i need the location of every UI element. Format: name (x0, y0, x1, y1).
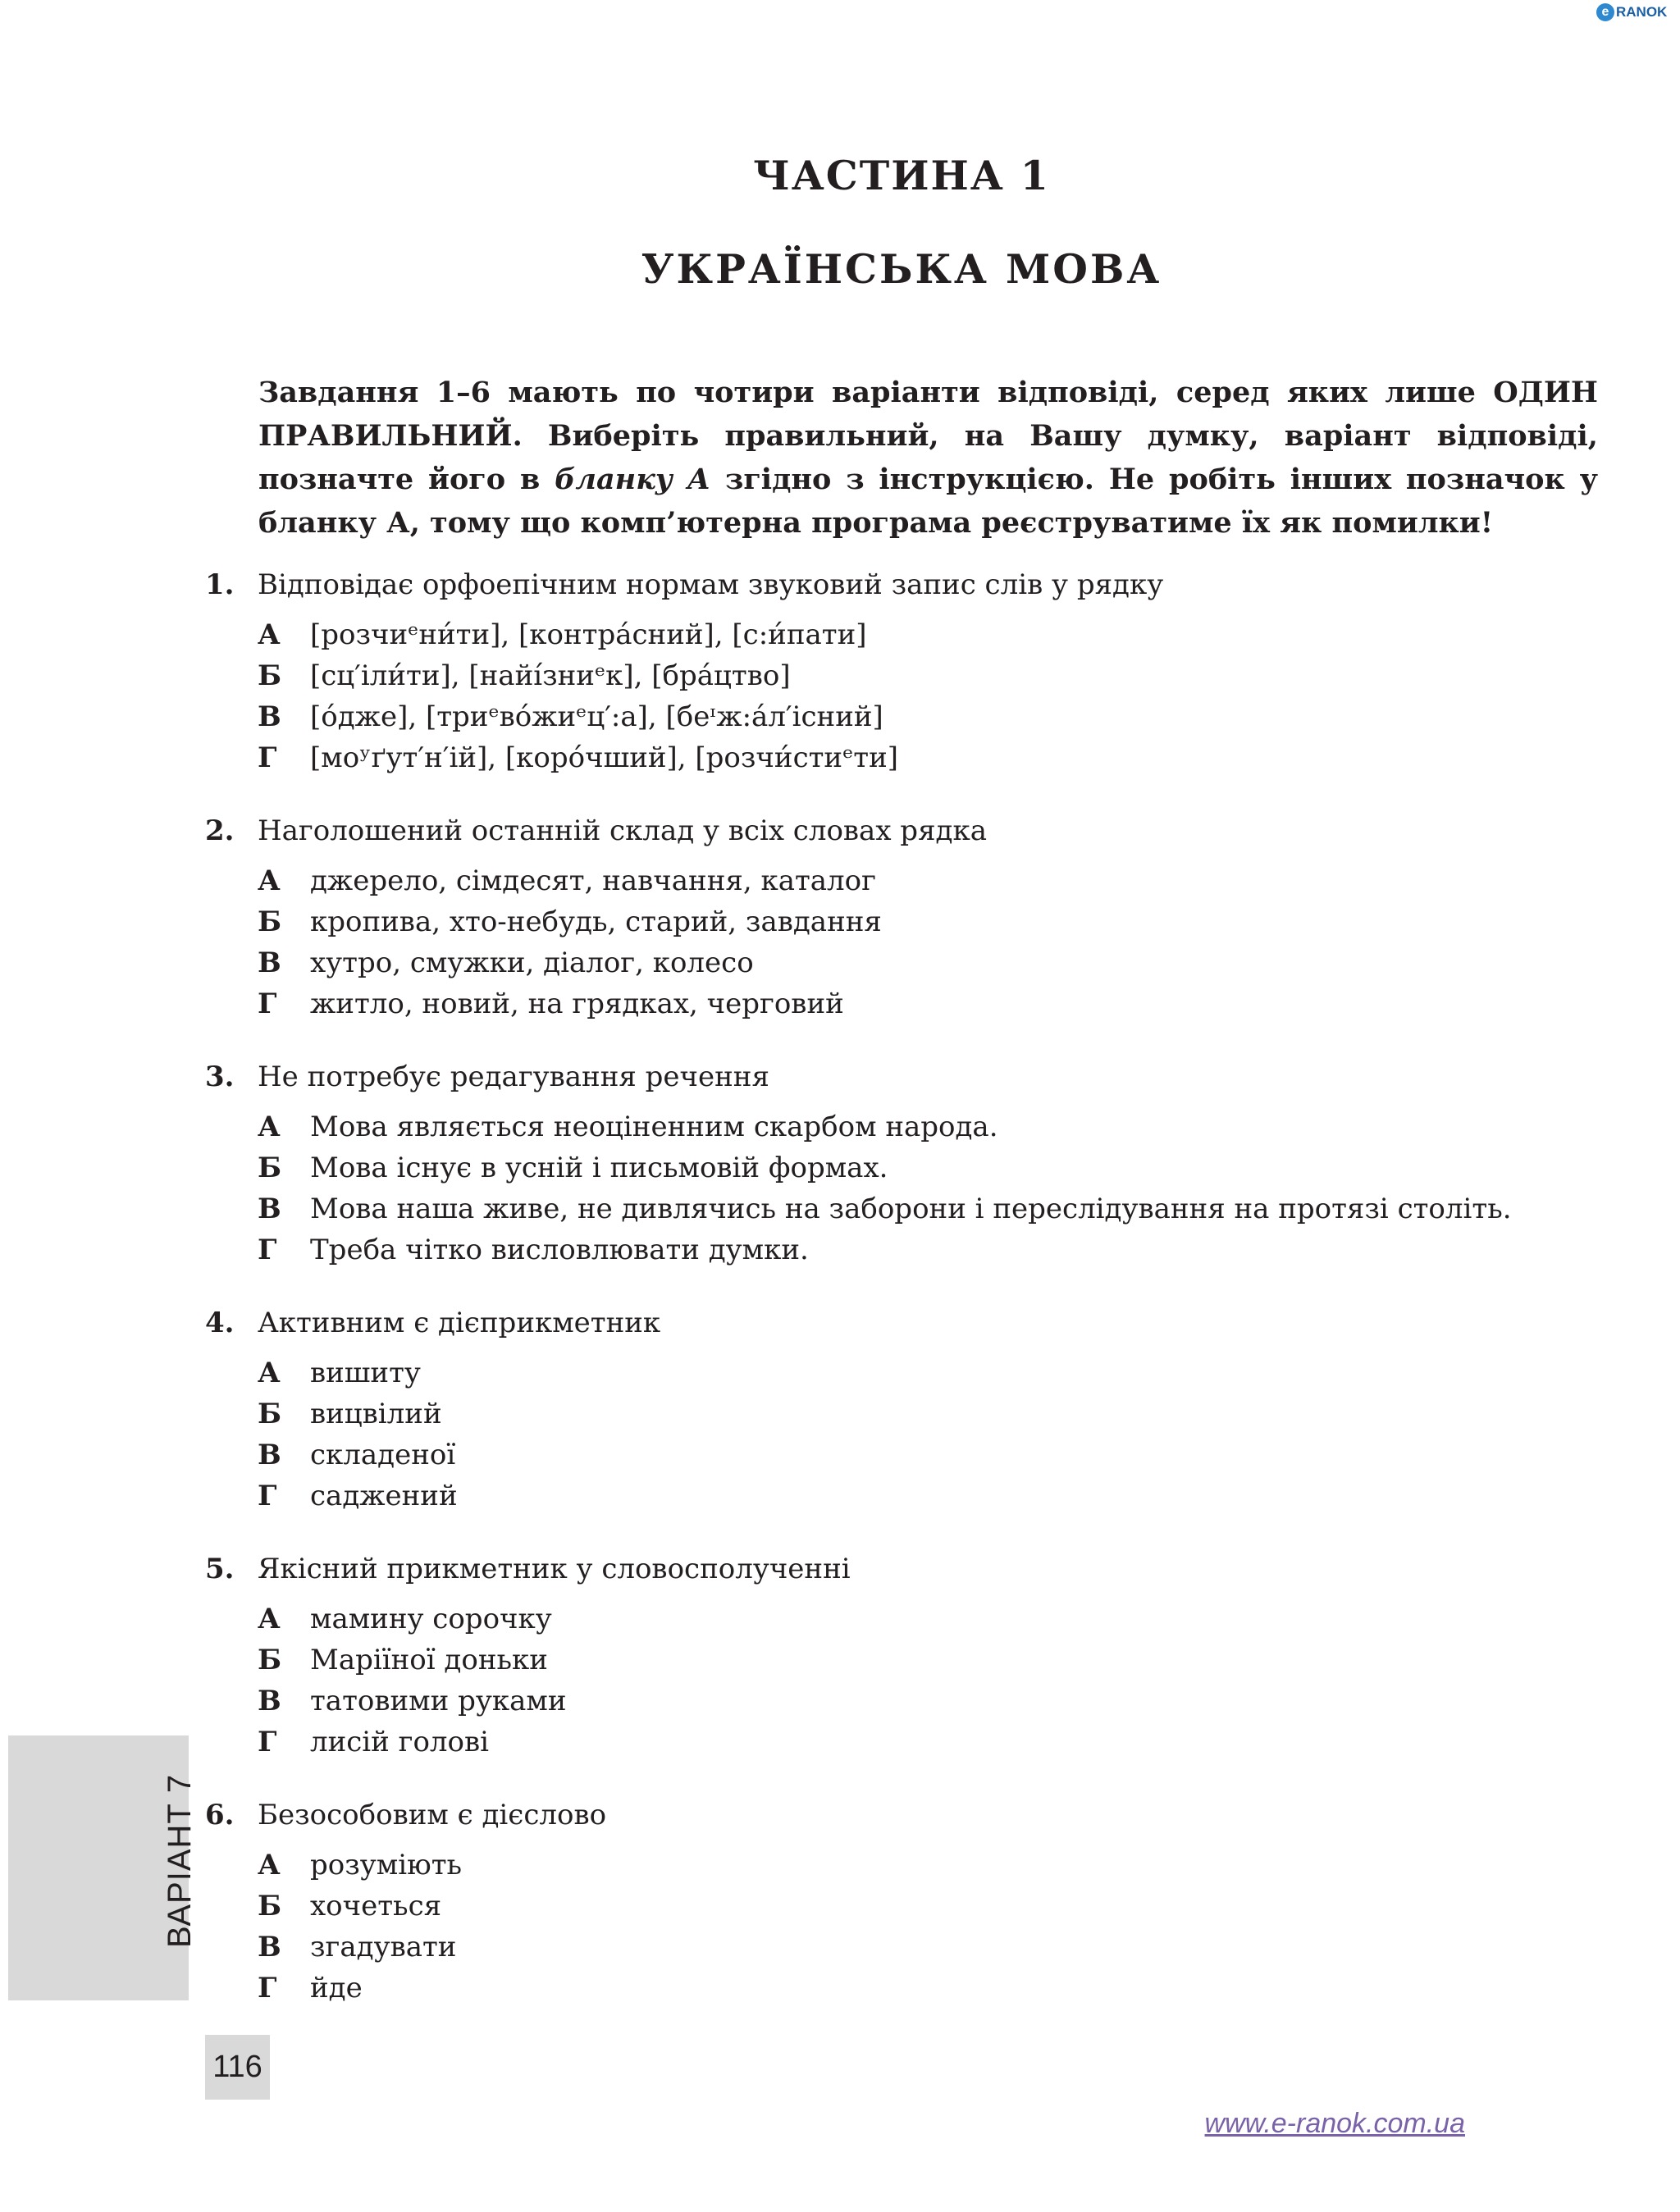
answer-options (258, 614, 1600, 778)
option-letter: В (258, 1685, 281, 1717)
option-text: [моʸґут′н′ій], [коро́чший], [розчи́стиᵉти] (310, 741, 898, 774)
option-letter: А (258, 1111, 281, 1143)
website-link[interactable]: www.e-ranok.com.ua (1204, 2108, 1465, 2139)
question-3 (205, 1057, 1600, 1270)
option-text: вишиту (310, 1357, 421, 1389)
option-text: йде (310, 1972, 363, 2004)
question-text: Наголошений останній склад у всіх словах рядка (258, 814, 987, 847)
option-letter: Г (258, 1480, 277, 1512)
option-text: Мова існує в усній і письмовій формах. (310, 1152, 888, 1184)
option-letter: Б (258, 1152, 282, 1184)
question-6 (205, 1795, 1600, 2009)
question-number: 3. (205, 1060, 235, 1093)
question-number: 6. (205, 1799, 235, 1831)
answer-option (258, 860, 1600, 901)
question-1 (205, 565, 1600, 778)
option-letter: Б (258, 1398, 282, 1430)
answer-option (258, 737, 1600, 778)
page-number: 116 (205, 2035, 270, 2100)
question-5 (205, 1549, 1600, 1763)
question-number: 1. (205, 568, 235, 601)
part-title: ЧАСТИНА 1 (753, 152, 1050, 199)
question-number: 4. (205, 1307, 235, 1339)
option-letter: Г (258, 1234, 277, 1266)
answer-option (258, 1434, 1600, 1475)
option-text: мамину сорочку (310, 1603, 552, 1635)
instructions-text-end: згідно з інструкцією. Не робіть інших позначок у бланку А, тому що комп’ютерна програма реєструватиме їх як помилки! (258, 463, 1599, 540)
answer-option (258, 1352, 1600, 1393)
answer-option (258, 1229, 1600, 1270)
option-text: Маріїної доньки (310, 1644, 548, 1676)
question-text: Безособовим є дієслово (258, 1799, 607, 1831)
answer-option (258, 1968, 1600, 2009)
publisher-logo-mark: e (1596, 3, 1614, 21)
instructions-italic: бланку А (555, 463, 711, 496)
option-text: складеної (310, 1439, 456, 1471)
answer-options (258, 1352, 1600, 1516)
option-text: [розчиᵉни́ти], [контра́сний], [с:и́пати] (310, 618, 867, 651)
option-letter: А (258, 618, 281, 651)
option-letter: Б (258, 1890, 282, 1922)
question-text: Не потребує редагування речення (258, 1060, 769, 1093)
option-letter: А (258, 1357, 281, 1389)
option-letter: А (258, 1603, 281, 1635)
option-text: Мова наша живе, не дивлячись на заборони і переслідування на протязі століть. (310, 1193, 1512, 1225)
option-letter: Г (258, 741, 277, 774)
publisher-logo-text: RANOK (1616, 4, 1668, 20)
option-letter: Б (258, 659, 282, 692)
answer-option (258, 1188, 1600, 1229)
option-text: Мова являється неоціненним скарбом народа. (310, 1111, 998, 1143)
option-text: татовими руками (310, 1685, 567, 1717)
option-letter: Б (258, 1644, 282, 1676)
option-letter: Б (258, 905, 282, 938)
option-letter: В (258, 1439, 281, 1471)
answer-option (258, 655, 1600, 696)
option-text: вицвілий (310, 1398, 442, 1430)
answer-option (258, 983, 1600, 1024)
answer-options (258, 1106, 1600, 1270)
option-text: хочеться (310, 1890, 442, 1922)
instructions (258, 371, 1598, 545)
option-text: згадувати (310, 1931, 457, 1963)
option-text: хутро, смужки, діалог, колесо (310, 946, 754, 979)
question-number: 2. (205, 814, 235, 847)
answer-option (258, 1927, 1600, 1968)
option-letter: Г (258, 1972, 277, 2004)
option-letter: Г (258, 1726, 277, 1758)
option-text: саджений (310, 1480, 458, 1512)
answer-option (258, 614, 1600, 655)
question-text: Якісний прикметник у словосполученні (258, 1553, 851, 1585)
subject-title: УКРАЇНСЬКА МОВА (641, 245, 1162, 293)
answer-option (258, 942, 1600, 983)
question-2 (205, 811, 1600, 1024)
option-letter: В (258, 1931, 281, 1963)
option-text: розуміють (310, 1849, 463, 1881)
option-text: житло, новий, на грядках, черговий (310, 987, 844, 1020)
option-letter: А (258, 1849, 281, 1881)
question-text: Відповідає орфоепічним нормам звуковий запис слів у рядку (258, 568, 1164, 601)
option-letter: В (258, 946, 281, 979)
instructions-text: Завдання 1–6 мають по чотири варіанти відповіді, серед яких лише ОДИН ПРАВИЛЬНИЙ. Виберіть правильний, на Вашу думку, варіант відповіді, позначте його в (258, 376, 1598, 496)
answer-options (258, 1845, 1600, 2009)
answer-options (258, 860, 1600, 1024)
option-letter: В (258, 700, 281, 733)
answer-option (258, 1147, 1600, 1188)
option-text: джерело, сімдесят, навчання, каталог (310, 864, 876, 897)
answer-option (258, 1106, 1600, 1147)
variant-label: ВАРІАНТ 7 (162, 1773, 198, 1948)
option-letter: Г (258, 987, 277, 1020)
option-text: Треба чітко висловлювати думки. (310, 1234, 809, 1266)
answer-option (258, 1722, 1600, 1763)
publisher-logo (1596, 0, 1675, 25)
option-text: [о́дже], [триᵉво́жиᵉц′:а], [беᶦж:а́л′існий] (310, 700, 883, 733)
answer-options (258, 1599, 1600, 1763)
answer-option (258, 1886, 1600, 1927)
answer-option (258, 1845, 1600, 1886)
option-text: [сц′іли́ти], [найі́зниᵉк], [бра́цтво] (310, 659, 791, 692)
question-4 (205, 1303, 1600, 1516)
answer-option (258, 696, 1600, 737)
answer-option (258, 1599, 1600, 1640)
answer-option (258, 901, 1600, 942)
answer-option (258, 1393, 1600, 1434)
question-number: 5. (205, 1553, 235, 1585)
option-text: лисій голові (310, 1726, 490, 1758)
option-letter: А (258, 864, 281, 897)
answer-option (258, 1475, 1600, 1516)
answer-option (258, 1640, 1600, 1681)
question-text: Активним є дієприкметник (258, 1307, 661, 1339)
answer-option (258, 1681, 1600, 1722)
option-letter: В (258, 1193, 281, 1225)
option-text: кропива, хто-небудь, старий, завдання (310, 905, 882, 938)
